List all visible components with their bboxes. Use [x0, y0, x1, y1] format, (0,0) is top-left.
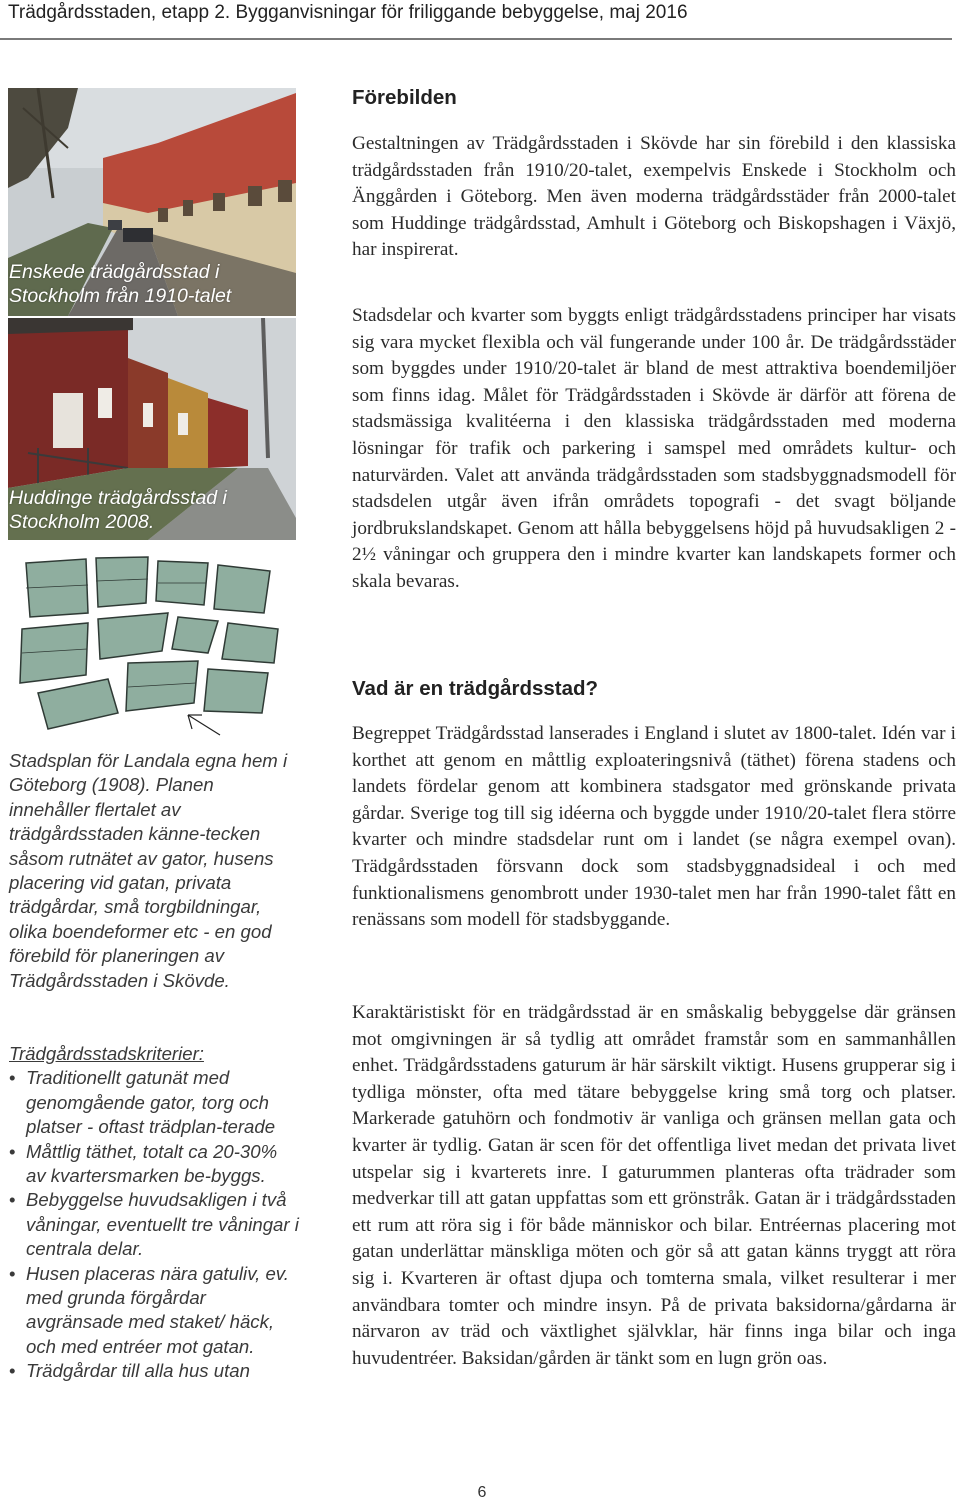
criteria-block	[9, 1042, 299, 1384]
criteria-item: • Måttlig täthet, totalt ca 20-30% av kvartersmarken be-byggs.	[9, 1140, 299, 1189]
criteria-list	[9, 1066, 299, 1383]
heading-vad-ar-tradgardsstad: Vad är en trädgårdsstad?	[352, 677, 599, 700]
heading-forebilden: Förebilden	[352, 86, 457, 109]
enskede-caption: Enskede trädgårdsstad i Stockholm från 1910-talet	[9, 261, 232, 307]
criteria-item: • Bebyggelse huvudsakligen i två våningar, eventuellt tre våningar i centrala delar.	[9, 1188, 299, 1261]
plan-caption: Stadsplan för Landala egna hem i Göteborg (1908). Planen innehåller flertalet av trädgårdsstaden känne-tecken såsom rutnätet av gator, husens placering vid gatan, privata trädgårdar, små torgbildningar, olika boendeformer etc - en god förebild för planeringen av Trädgårdsstaden i Skövde.	[9, 750, 288, 991]
header-rule	[0, 38, 952, 40]
criteria-item: • Husen placeras nära gatuliv, ev. med grunda förgårdar avgränsade med staket/ häck, och med entréer mot gatan.	[9, 1262, 299, 1360]
paragraph-karaktaristiskt: Karaktäristiskt för en trädgårdsstad är en småskalig bebyggelse där gränsen mot omgivningen är så tydlig att området framstår som en sammanhållen enhet. Trädgårdsstadens gaturum är här särskilt viktigt. Husens grupperar sig i tydliga mönster, ofta med tätare bebyggelse kring små torg och platser. Markerade gatuhörn och fondmotiv är vanliga och gränsen mellan gata och kvarter är tydlig. Gatan är scen för det offentliga livet medan det privata livet utspelar sig i kvarterets inre. I gaturummen planteras ofta trädrader som medverkar till att gatan uppfattas som ett grönstråk. Gatan är i trädgårdsstaden ett rum att röra sig i för både människor och bilar. Entréernas placering mot gatan underlättar mänskliga möten och gör så att gatan känns tryggt att röra sig i. Kvarteren är oftast djupa och tomterna smala, vilket resulterar i mer användbara tomter och mindre insyn. På de privata baksidorna/gårdarna är närvaron av träd och växtlighet självklar, här finns inga bilar och inga huvudentréer. Baksidan/gården är tänkt som en lugn grön oas.	[352, 1002, 956, 1369]
paragraph-begreppet: Begreppet Trädgårdsstad lanserades i England i slutet av 1800-talet. Idén var i korthet att genom en måttlig exploateringsnivå (täthet) förena stadens och landets fördelar genom att kombinera stadsgator med grönskande privata gårdar. Sverige tog till sig idéerna och byggde under 1910/20-talet flera större kvarter och mindre stadsdelar runt om i landet (se några exempel ovan). Trädgårdsstaden försvann dock som stadsbyggnadsideal i och med funktionalismens genombrott under 1930-talet men har från 1990-talet fått en renässans som modell för stadsbyggande.	[352, 723, 956, 931]
criteria-title: Trädgårdsstadskriterier:	[9, 1043, 204, 1064]
criteria-item: • Traditionellt gatunät med genomgående gator, torg och platser - oftast trädplan-terade	[9, 1066, 299, 1139]
page-header: Trädgårdsstaden, etapp 2. Bygganvisningar för friliggande bebyggelse, maj 2016	[8, 2, 688, 23]
criteria-item: • Trädgårdar till alla hus utan	[9, 1359, 299, 1383]
landala-town-plan	[8, 543, 296, 741]
paragraph-forebilden-2: Stadsdelar och kvarter som byggts enligt trädgårdsstadens principer har visats sig vara mycket flexibla och väl fungerande under 100 år. De trädgårdsstäder som byggdes under 1910/20-talet är bland de mest attraktiva boendemiljöer som finns idag. Målet för Trädgårdsstaden i Skövde är därför att förena de stadsmässiga kvalitéerna i den klassiska trädgårdsstaden med moderna lösningar för trafik och parkering i samspel med områdets kultur- och naturvärden. Valet att använda trädgårdsstaden som stadsbyggnadsmodell för stadsdelen utgår även ifrån områdets topografi - det svagt böljande jordbrukslandskapet. Genom att hålla bebyggelsens höjd på huvudsakligen 2 - 2½ våningar och gruppera den i mindre kvarter kan landskapets former och skala bevaras.	[352, 305, 956, 592]
paragraph-forebilden-1: Gestaltningen av Trädgårdsstaden i Skövde har sin förebild i den klassiska trädgårdsstaden från 1910/20-talet, exempelvis Enskede i Stockholm och Änggården i Göteborg. Men även moderna trädgårdsstäder från 2000-talet som Huddinge trädgårdsstad, Amhult i Göteborg och Biskopshagen i Växjö, har inspirerat.	[352, 133, 956, 261]
page-number: 6	[477, 1484, 487, 1501]
huddinge-caption: Huddinge trädgårdsstad i Stockholm 2008.	[9, 487, 227, 533]
